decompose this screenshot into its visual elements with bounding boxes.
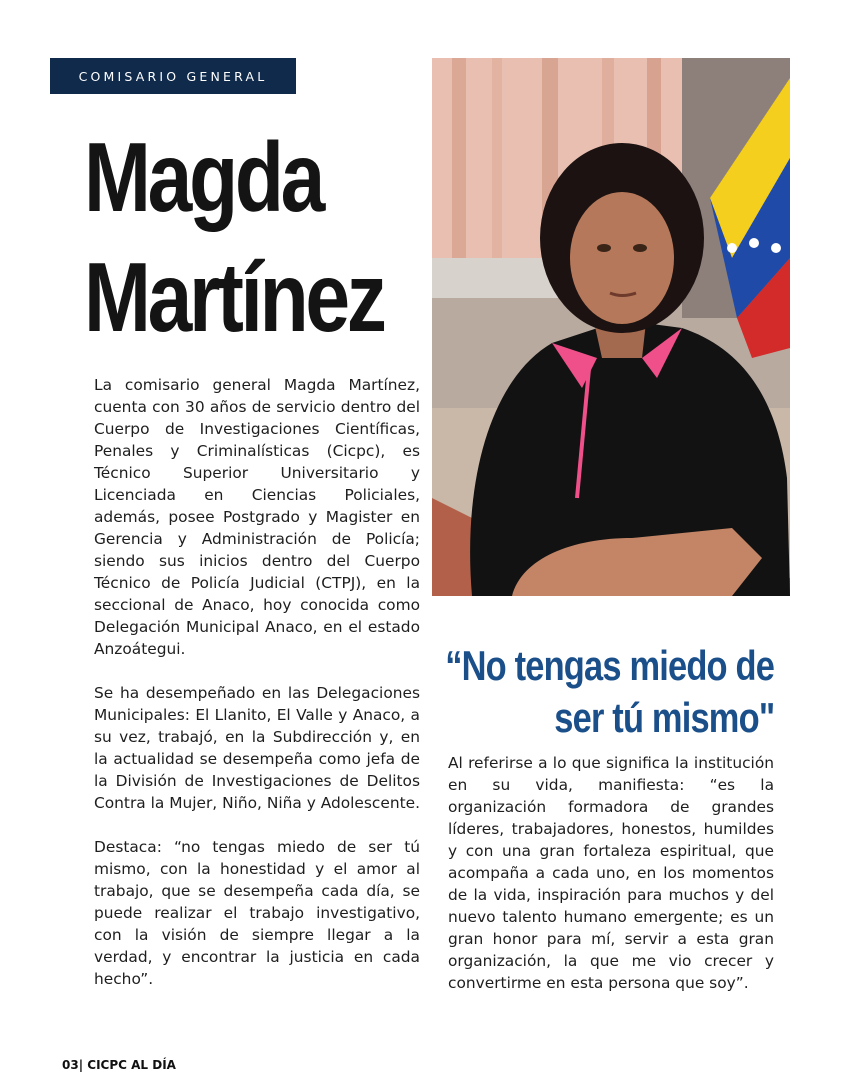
portrait-photo: [432, 58, 790, 596]
body-paragraph: Destaca: “no tengas miedo de ser tú mismo, con la honestidad y el amor al trabajo, que se desempeña cada día, se puede realizar el trabajo investigativo, con la visión de siempre llegar a la verdad, y encontrar la justicia en cada hecho”.: [94, 838, 420, 988]
section-badge: [50, 58, 296, 94]
badge-label: COMISARIO GENERAL: [78, 68, 268, 84]
title-last-name: Martínez: [84, 242, 384, 352]
pull-quote-line: ser tú mismo": [553, 694, 774, 741]
pull-quote-line: “No tengas miedo de: [445, 642, 774, 689]
right-body-column: [448, 752, 774, 994]
portrait-illustration: [432, 58, 790, 596]
page-footer: 03| CICPC AL DÍA: [62, 1058, 176, 1072]
body-paragraph: La comisario general Magda Martínez, cuenta con 30 años de servicio dentro del Cuerpo de Investigaciones Científicas, Penales y Criminalísticas (Cicpc), es Técnico Superior Universitario y Licenciada en Ciencias Policiales, además, posee Postgrado y Magister en Gerencia y Administración de Policía; siendo sus inicios dentro del Cuerpo Técnico de Policía Judicial (CTPJ), en la seccional de Anaco, hoy conocida como Delegación Municipal Anaco, en el estado Anzoátegui.: [94, 376, 420, 658]
pull-quote: [354, 640, 774, 744]
body-paragraph: Al referirse a lo que significa la institución en su vida, manifiesta: “es la organización formadora de grandes líderes, trabajadores, honestos, humildes y con una gran fortaleza espiritual, que acompaña a cada uno, en los momentos de la vida, inspiración para muchos y del nuevo talento humano emergente; es un gran honor para mí, servir a esta gran organización, la que me vio crecer y convertirme en esta persona que soy”.: [448, 754, 774, 992]
body-paragraph: Se ha desempeñado en las Delegaciones Municipales: El Llanito, El Valle y Anaco, a su vez, trabajó, en la Subdirección y, en la actualidad se desempeña como jefa de la División de Investigaciones de Delitos Contra la Mujer, Niño, Niña y Adolescente.: [94, 684, 420, 812]
title-first-name: Magda: [84, 122, 323, 232]
